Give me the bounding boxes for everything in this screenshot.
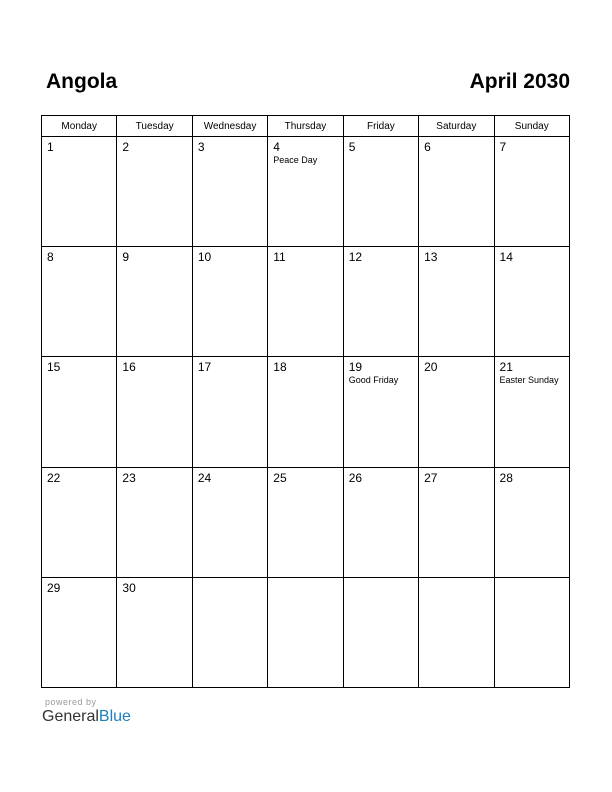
day-number: 3: [197, 140, 205, 154]
day-number: 10: [197, 250, 212, 265]
week-row: [42, 247, 570, 357]
weekday-header: Wednesday: [192, 116, 267, 137]
holiday-label: [495, 154, 569, 155]
week-row: [42, 137, 570, 247]
day-number: 6: [424, 140, 431, 154]
day-cell: [42, 247, 117, 357]
day-cell: [343, 247, 418, 357]
day-number: 27: [424, 470, 438, 485]
day-cell: [192, 467, 267, 577]
day-number: 16: [122, 360, 136, 375]
holiday-label: [419, 264, 493, 265]
week-row: [42, 467, 570, 577]
holiday-label: [268, 374, 342, 375]
day-cell: [343, 467, 418, 577]
day-number: 21: [499, 360, 513, 375]
holiday-label: [268, 264, 342, 265]
day-number: 20: [424, 360, 438, 375]
holiday-label: Good Friday: [348, 375, 399, 386]
day-cell: [42, 577, 117, 687]
weekday-header: Sunday: [494, 116, 569, 137]
day-cell: [419, 247, 494, 357]
holiday-label: [193, 374, 267, 375]
holiday-label: [42, 595, 116, 596]
holiday-label: [419, 485, 493, 486]
holiday-label: [495, 264, 569, 265]
week-row: [42, 577, 570, 687]
day-number: 13: [424, 250, 438, 265]
holiday-label: [117, 374, 191, 375]
holiday-label: [42, 264, 116, 265]
holiday-label: [268, 581, 342, 582]
holiday-label: [117, 264, 191, 265]
holiday-label: [419, 154, 493, 155]
day-number: 15: [47, 360, 61, 375]
day-number: 12: [348, 250, 363, 265]
day-number: 24: [197, 470, 212, 485]
brand-general-text: General: [42, 708, 99, 725]
day-number: 5: [348, 140, 356, 154]
day-cell: [42, 137, 117, 247]
holiday-label: [495, 581, 569, 582]
day-cell: [42, 467, 117, 577]
day-cell: [117, 467, 192, 577]
day-cell: [494, 247, 569, 357]
day-number: 19: [348, 360, 363, 375]
holiday-label: [344, 154, 418, 155]
day-number: 7: [499, 140, 507, 154]
day-number: 8: [47, 250, 54, 265]
day-cell: [268, 357, 343, 467]
day-number: 18: [273, 360, 287, 375]
day-cell: [268, 467, 343, 577]
holiday-label: [268, 485, 342, 486]
calendar-header: [41, 70, 570, 100]
week-row: [42, 357, 570, 467]
holiday-label: [117, 595, 191, 596]
weekday-header-row: [42, 116, 570, 137]
holiday-label: [193, 581, 267, 582]
day-cell: [419, 137, 494, 247]
day-number: 25: [273, 470, 287, 485]
weekday-header: Tuesday: [117, 116, 192, 137]
day-cell: [419, 467, 494, 577]
holiday-label: Easter Sunday: [499, 375, 559, 386]
day-number: 1: [47, 140, 54, 154]
holiday-label: [193, 264, 267, 265]
holiday-label: [42, 485, 116, 486]
holiday-label: [419, 374, 493, 375]
day-cell: [268, 577, 343, 687]
day-cell: [343, 577, 418, 687]
day-cell: [419, 357, 494, 467]
holiday-label: [344, 581, 418, 582]
month-calendar-grid: [41, 115, 570, 688]
holiday-label: [42, 374, 116, 375]
generalblue-logo: [42, 697, 131, 727]
day-number: 29: [47, 580, 61, 595]
day-cell: [192, 247, 267, 357]
day-number: 28: [499, 470, 513, 485]
brand-blue-text: Blue: [98, 708, 131, 725]
holiday-label: [344, 485, 418, 486]
day-number: 22: [47, 470, 61, 485]
day-number: 11: [273, 250, 286, 265]
holiday-label: [117, 485, 191, 486]
weekday-header: Monday: [42, 116, 117, 137]
weekday-header: Saturday: [419, 116, 494, 137]
day-number: 26: [348, 470, 363, 485]
day-number: 2: [122, 140, 130, 154]
holiday-label: [419, 581, 493, 582]
brand-name: [42, 707, 131, 727]
day-cell: [494, 467, 569, 577]
day-number: 23: [122, 470, 136, 485]
holiday-label: [495, 485, 569, 486]
day-number: 17: [197, 360, 212, 375]
holiday-label: [193, 154, 267, 155]
day-cell: [192, 577, 267, 687]
day-cell: [343, 357, 418, 467]
day-number: 14: [499, 250, 513, 265]
holiday-label: Peace Day: [273, 155, 318, 165]
weekday-header: Thursday: [268, 116, 343, 137]
day-cell: [42, 357, 117, 467]
day-cell: [494, 357, 569, 467]
holiday-label: [117, 154, 191, 155]
day-cell: [268, 247, 343, 357]
powered-by-text: powered by: [45, 697, 97, 707]
day-cell: [192, 357, 267, 467]
day-cell: [117, 577, 192, 687]
day-cell: [117, 137, 192, 247]
month-title: April 2030: [469, 70, 570, 93]
holiday-label: [193, 485, 267, 486]
day-number: 30: [122, 580, 136, 595]
day-number: 4: [273, 140, 280, 154]
holiday-label: [344, 264, 418, 265]
holiday-label: [42, 154, 116, 155]
day-number: 9: [122, 250, 130, 265]
weekday-header: Friday: [343, 116, 418, 137]
day-cell: [117, 357, 192, 467]
day-cell: [343, 137, 418, 247]
day-cell: [192, 137, 267, 247]
day-cell: [117, 247, 192, 357]
country-title: Angola: [46, 70, 118, 93]
day-cell: [494, 577, 569, 687]
day-cell: [268, 137, 343, 247]
day-cell: [419, 577, 494, 687]
day-cell: [494, 137, 569, 247]
